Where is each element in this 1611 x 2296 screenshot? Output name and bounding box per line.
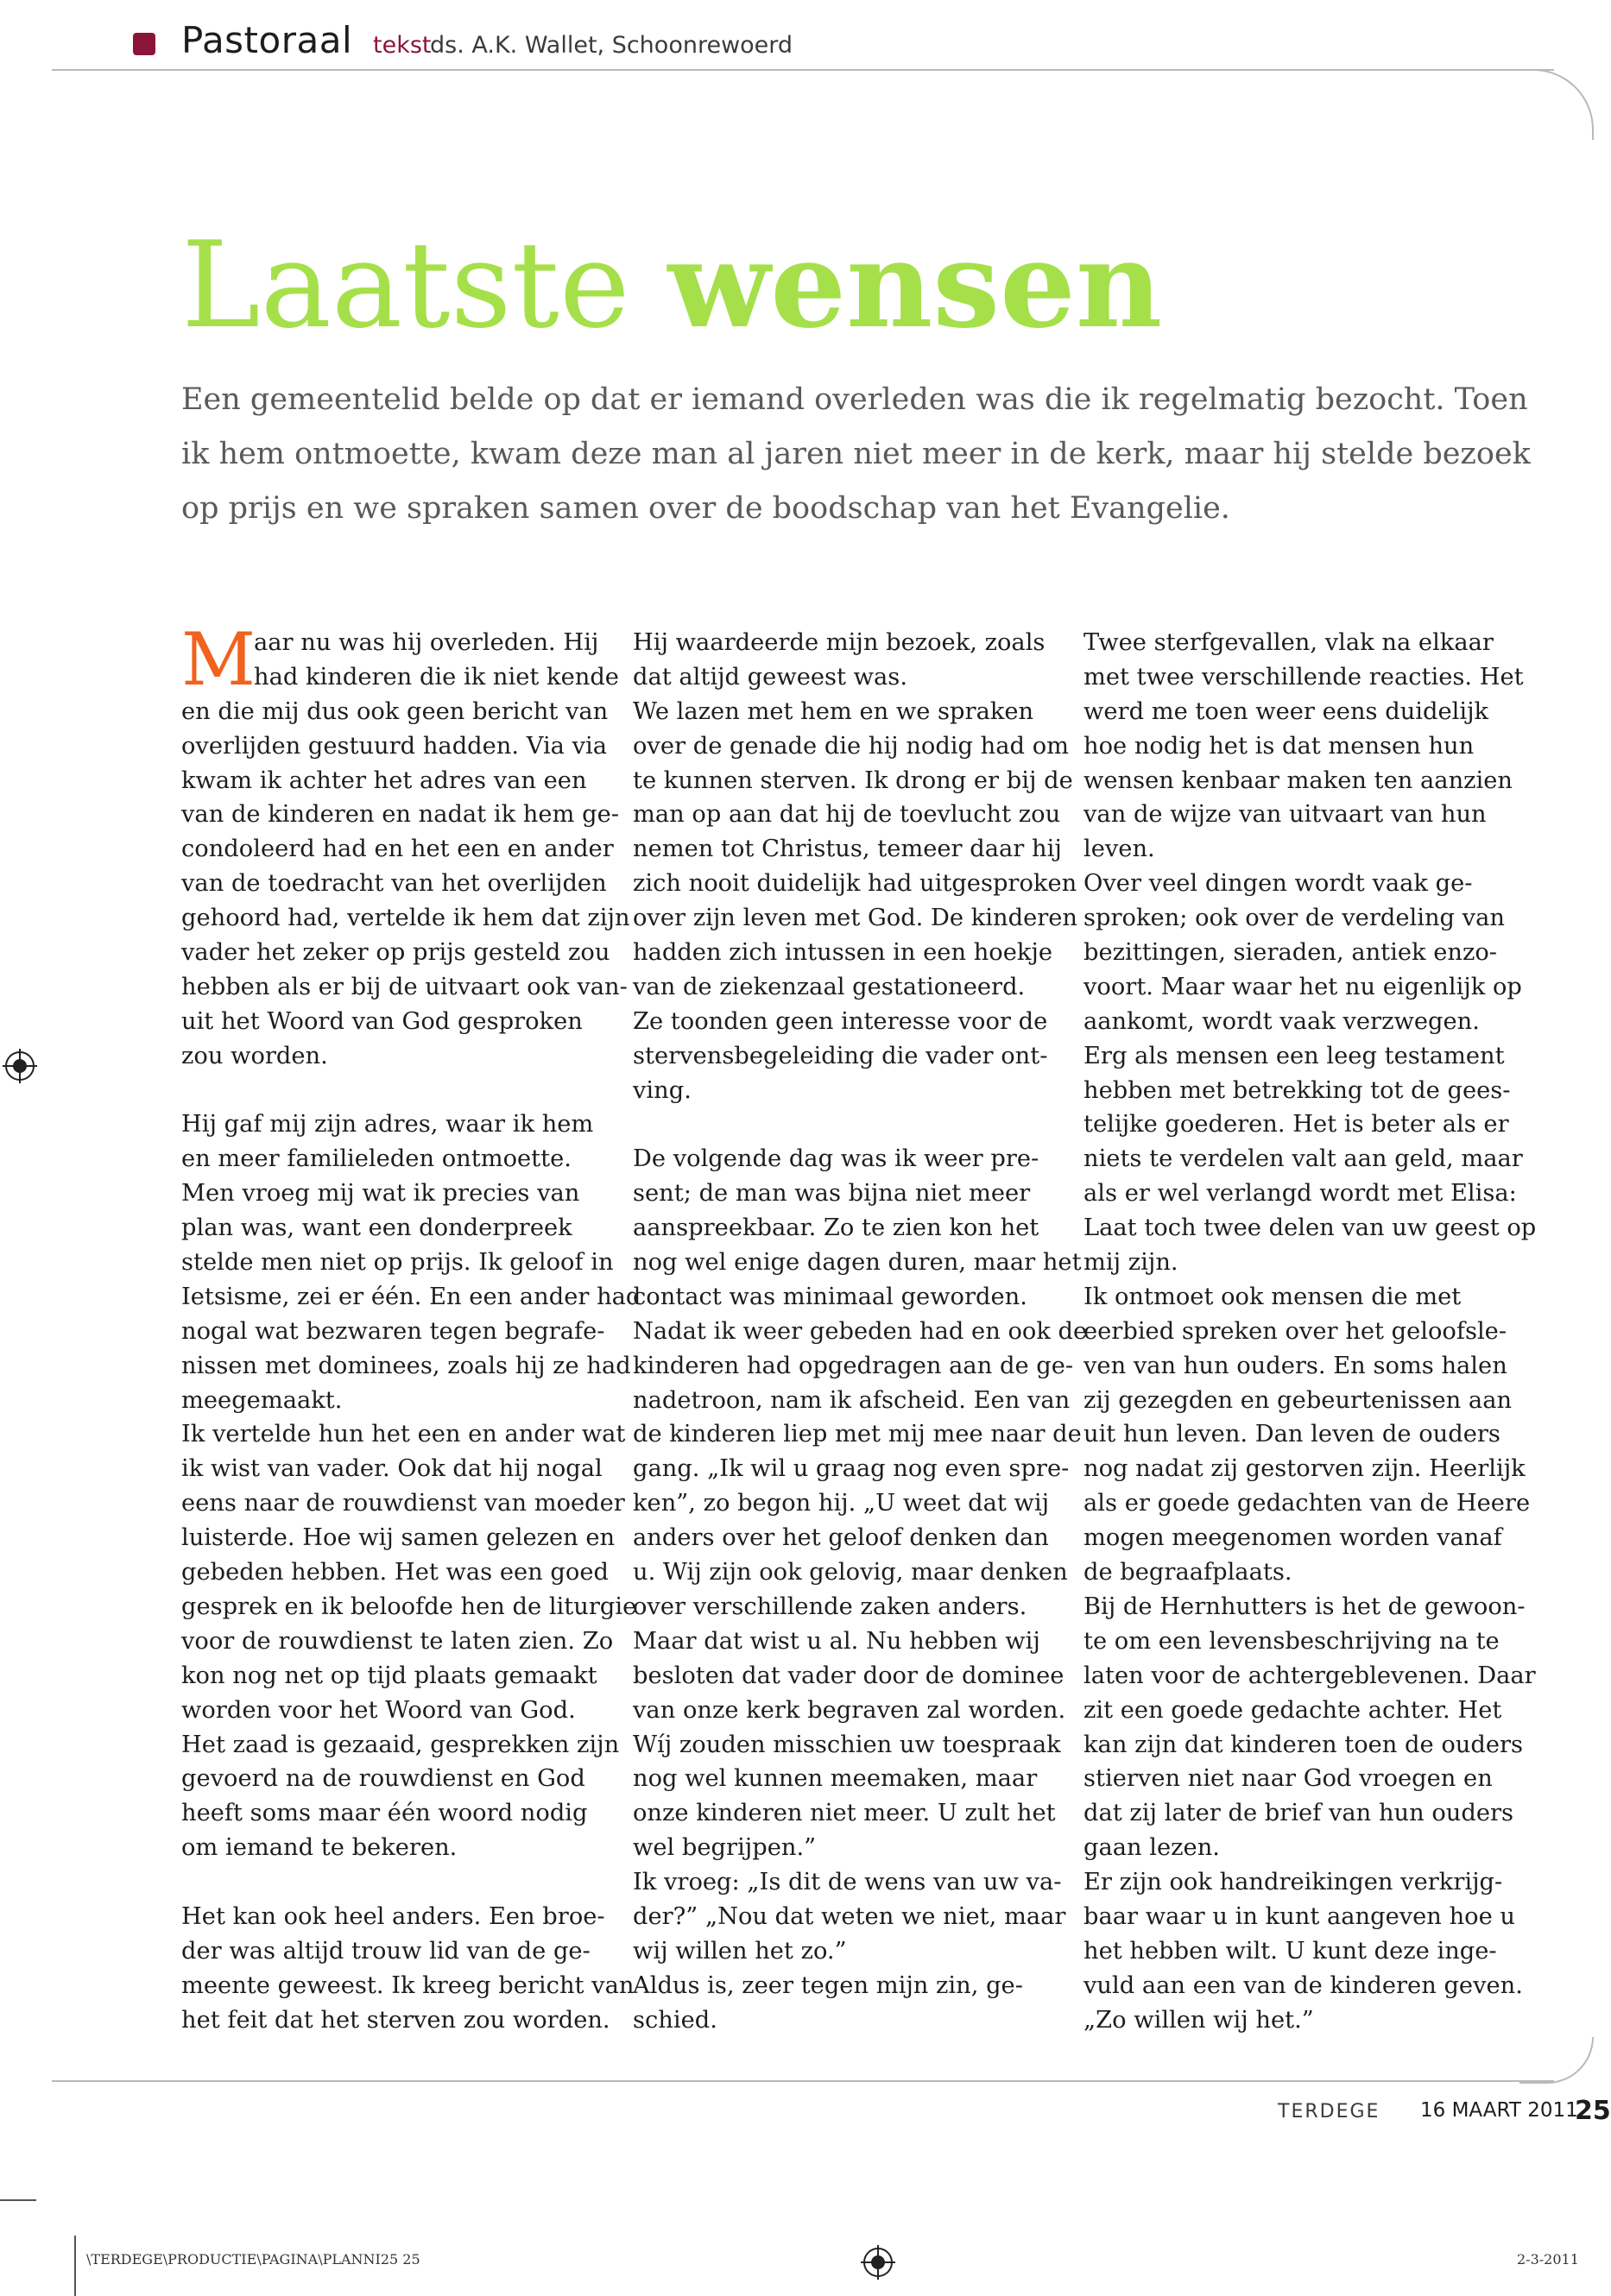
- body-line: aankomt, wordt vaak verzwegen.: [1083, 1007, 1480, 1035]
- body-line: niets te verdelen valt aan geld, maar: [1083, 1145, 1523, 1173]
- body-line: der was altijd trouw lid van de ge-: [181, 1937, 591, 1965]
- body-line: condoleerd had en het een en ander: [181, 836, 614, 863]
- byline-label: tekst: [373, 32, 432, 59]
- body-column-2: [633, 626, 1088, 2038]
- corner-curve: [1519, 69, 1594, 140]
- body-line: gaan lezen.: [1083, 1834, 1220, 1862]
- body-line: der?” „Nou dat weten we niet, maar: [633, 1902, 1066, 1930]
- issue-date: 16 MAART 2011: [1420, 2099, 1578, 2122]
- byline-author: ds. A.K. Wallet, Schoonrewoerd: [430, 32, 793, 59]
- body-line: u. Wij zijn ook gelovig, maar denken: [633, 1559, 1068, 1586]
- intro-line: ik hem ontmoette, kwam deze man al jaren niet meer in de kerk, maar hij stelde bezoek: [181, 437, 1531, 471]
- body-line: man op aan dat hij de toevlucht zou: [633, 801, 1061, 829]
- body-line: van de toedracht van het overlijden: [181, 870, 607, 898]
- body-line: Wíj zouden misschien uw toespraak: [633, 1731, 1061, 1758]
- body-line: zij gezegden en gebeurtenissen aan: [1083, 1386, 1513, 1414]
- body-line: plan was, want een donderpreek: [181, 1214, 572, 1242]
- body-line: van de wijze van uitvaart van hun: [1083, 801, 1487, 829]
- body-line: Ik ontmoet ook mensen die met: [1083, 1283, 1462, 1310]
- intro-line: op prijs en we spraken samen over de boodschap van het Evangelie.: [181, 491, 1230, 526]
- body-line: en meer familieleden ontmoette.: [181, 1145, 572, 1173]
- body-line: voort. Maar waar het nu eigenlijk op: [1083, 973, 1522, 1000]
- body-line: als er goede gedachten van de Heere: [1083, 1490, 1531, 1517]
- body-line: sent; de man was bijna niet meer: [633, 1180, 1031, 1208]
- body-line: Ietsisme, zei er één. En een ander had: [181, 1283, 641, 1310]
- body-line: De volgende dag was ik weer pre-: [633, 1145, 1039, 1173]
- body-line: het feit dat het sterven zou worden.: [181, 2006, 610, 2034]
- body-line: uit het Woord van God gesproken: [181, 1007, 583, 1035]
- body-line: hebben met betrekking tot de gees-: [1083, 1076, 1511, 1104]
- body-line: mogen meegenomen worden vanaf: [1083, 1524, 1502, 1552]
- body-line: Maar dat wist u al. Nu hebben wij: [633, 1627, 1040, 1655]
- body-line: bezittingen, sieraden, antiek enzo-: [1083, 939, 1498, 967]
- body-line: nadetroon, nam ik afscheid. Een van: [633, 1386, 1071, 1414]
- body-line: wensen kenbaar maken ten aanzien: [1083, 766, 1513, 794]
- body-line: te om een levensbeschrijving na te: [1083, 1627, 1500, 1655]
- body-line: eerbied spreken over het geloofsle-: [1083, 1317, 1507, 1345]
- body-line: Nadat ik weer gebeden had en ook de: [633, 1317, 1088, 1345]
- body-line: dat zij later de brief van hun ouders: [1083, 1800, 1514, 1827]
- body-line: had kinderen die ik niet kende: [254, 663, 619, 691]
- body-line: gevoerd na de rouwdienst en God: [181, 1765, 585, 1793]
- intro-line: Een gemeentelid belde op dat er iemand overleden was die ik regelmatig bezocht. Toen: [181, 382, 1528, 417]
- body-line: Erg als mensen een leeg testament: [1083, 1042, 1505, 1069]
- body-line: over zijn leven met God. De kinderen: [633, 905, 1078, 932]
- body-line: gehoord had, vertelde ik hem dat zijn: [181, 905, 630, 932]
- body-line: van onze kerk begraven zal worden.: [633, 1696, 1066, 1724]
- body-line: We lazen met hem en we spraken: [633, 697, 1034, 725]
- body-line: mij zijn.: [1083, 1249, 1178, 1277]
- title-bold: wensen: [667, 214, 1163, 355]
- body-line: stierven niet naar God vroegen en: [1083, 1765, 1493, 1793]
- body-line: Men vroeg mij wat ik precies van: [181, 1180, 580, 1208]
- section-marker-icon: [133, 33, 155, 55]
- body-line: de kinderen liep met mij mee naar de: [633, 1421, 1082, 1448]
- body-line: Laat toch twee delen van uw geest op: [1083, 1214, 1537, 1242]
- body-line: kan zijn dat kinderen toen de ouders: [1083, 1731, 1524, 1758]
- body-line: Hij waardeerde mijn bezoek, zoals: [633, 629, 1046, 656]
- body-line: kwam ik achter het adres van een: [181, 766, 587, 794]
- body-line: leven.: [1083, 836, 1155, 863]
- body-line: kon nog net op tijd plaats gemaakt: [181, 1662, 597, 1689]
- crop-mark: [0, 2199, 36, 2201]
- registration-mark-icon: [5, 1051, 35, 1081]
- body-line: vuld aan een van de kinderen geven.: [1083, 1971, 1523, 1999]
- body-line: stelde men niet op prijs. Ik geloof in: [181, 1249, 614, 1277]
- body-line: ven van hun ouders. En soms halen: [1083, 1352, 1507, 1379]
- body-line: als er wel verlangd wordt met Elisa:: [1083, 1180, 1517, 1208]
- body-line: vader het zeker op prijs gesteld zou: [181, 939, 610, 967]
- body-line: baar waar u in kunt aangeven hoe u: [1083, 1902, 1515, 1930]
- body-line: sproken; ook over de verdeling van: [1083, 905, 1505, 932]
- registration-mark-icon: [863, 2248, 893, 2277]
- body-line: over de genade die hij nodig had om: [633, 732, 1070, 760]
- body-line: om iemand te bekeren.: [181, 1834, 458, 1862]
- body-line: eens naar de rouwdienst van moeder: [181, 1490, 625, 1517]
- print-slug-date: 2-3-2011: [1517, 2251, 1579, 2268]
- paragraph-gap: [181, 1074, 596, 1108]
- body-line: meegemaakt.: [181, 1386, 343, 1414]
- body-line: uit hun leven. Dan leven de ouders: [1083, 1421, 1500, 1448]
- body-column-1: [181, 626, 641, 2038]
- body-line: onze kinderen niet meer. U zult het: [633, 1800, 1056, 1827]
- body-line: nog nadat zij gestorven zijn. Heerlijk: [1083, 1455, 1526, 1483]
- article-title: [181, 207, 1162, 363]
- body-line: van de kinderen en nadat ik hem ge-: [181, 801, 619, 829]
- body-line: gebeden hebben. Het was een goed: [181, 1559, 609, 1586]
- body-line: de begraafplaats.: [1083, 1559, 1292, 1586]
- body-line: Ik vroeg: „Is dit de wens van uw va-: [633, 1869, 1062, 1896]
- body-line: nissen met dominees, zoals hij ze had: [181, 1352, 631, 1379]
- intro-paragraph: [181, 373, 1563, 536]
- body-line: nog wel enige dagen duren, maar het: [633, 1249, 1082, 1277]
- page-number: 25: [1575, 2096, 1611, 2126]
- body-line: aar nu was hij overleden. Hij: [254, 629, 599, 656]
- publication-name: TERDEGE: [1278, 2101, 1380, 2123]
- body-line: ken”, zo begon hij. „U weet dat wij: [633, 1490, 1050, 1517]
- body-line: telijke goederen. Het is beter als er: [1083, 1111, 1509, 1139]
- body-line: ik wist van vader. Ook dat hij nogal: [181, 1455, 603, 1483]
- body-line: besloten dat vader door de dominee: [633, 1662, 1065, 1689]
- body-line: overlijden gestuurd hadden. Via via: [181, 732, 608, 760]
- body-line: luisterde. Hoe wij samen gelezen en: [181, 1524, 616, 1552]
- body-line: hoe nodig het is dat mensen hun: [1083, 732, 1475, 760]
- body-line: ving.: [633, 1076, 692, 1104]
- body-line: Aldus is, zeer tegen mijn zin, ge-: [633, 1971, 1023, 1999]
- body-line: te kunnen sterven. Ik drong er bij de: [633, 766, 1073, 794]
- header-rule: [52, 69, 1554, 71]
- body-line: Twee sterfgevallen, vlak na elkaar: [1083, 629, 1494, 656]
- body-line: worden voor het Woord van God.: [181, 1696, 576, 1724]
- body-line: van de ziekenzaal gestationeerd.: [633, 973, 1026, 1000]
- title-light: Laatste: [181, 216, 630, 355]
- footer-corner-curve: [1519, 2037, 1594, 2084]
- body-line: zich nooit duidelijk had uitgesproken: [633, 870, 1077, 898]
- body-line: over verschillende zaken anders.: [633, 1593, 1027, 1620]
- body-line: Het kan ook heel anders. Een broe-: [181, 1902, 605, 1930]
- crop-mark: [74, 2236, 76, 2296]
- body-line: wij willen het zo.”: [633, 1937, 847, 1965]
- body-line: laten voor de achtergeblevenen. Daar: [1083, 1662, 1536, 1689]
- body-line: aanspreekbaar. Zo te zien kon het: [633, 1214, 1039, 1242]
- body-line: Ze toonden geen interesse voor de: [633, 1007, 1048, 1035]
- body-line: Bij de Hernhutters is het de gewoon-: [1083, 1593, 1526, 1620]
- body-line: hadden zich intussen in een hoekje: [633, 939, 1053, 967]
- body-line: schied.: [633, 2006, 717, 2034]
- body-line: Er zijn ook handreikingen verkrijg-: [1083, 1869, 1503, 1896]
- body-line: Over veel dingen wordt vaak ge-: [1083, 870, 1473, 898]
- print-slug-path: \TERDEGE\PRODUCTIE\PAGINA\PLANNI25 25: [86, 2251, 420, 2268]
- footer-rule: [52, 2080, 1554, 2082]
- body-line: zit een goede gedachte achter. Het: [1083, 1696, 1502, 1724]
- body-line: heeft soms maar één woord nodig: [181, 1800, 588, 1827]
- section-title: Pastoraal: [181, 19, 353, 61]
- body-line: Het zaad is gezaaid, gesprekken zijn: [181, 1731, 620, 1758]
- body-line: stervensbegeleiding die vader ont-: [633, 1042, 1048, 1069]
- paragraph-gap: [181, 1865, 596, 1900]
- body-line: nog wel kunnen meemaken, maar: [633, 1765, 1038, 1793]
- body-line: en die mij dus ook geen bericht van: [181, 697, 609, 725]
- body-line: gesprek en ik beloofde hen de liturgie: [181, 1593, 637, 1620]
- body-line: met twee verschillende reacties. Het: [1083, 663, 1524, 691]
- body-line: „Zo willen wij het.”: [1083, 2006, 1314, 2034]
- body-line: contact was minimaal geworden.: [633, 1283, 1027, 1310]
- body-line: het hebben wilt. U kunt deze inge-: [1083, 1937, 1497, 1965]
- body-line: voor de rouwdienst te laten zien. Zo: [181, 1627, 614, 1655]
- body-line: dat altijd geweest was.: [633, 663, 907, 691]
- body-line: hebben als er bij de uitvaart ook van-: [181, 973, 628, 1000]
- body-line: werd me toen weer eens duidelijk: [1083, 697, 1489, 725]
- body-line: kinderen had opgedragen aan de ge-: [633, 1352, 1074, 1379]
- body-column-3: [1083, 626, 1537, 2038]
- body-line: nogal wat bezwaren tegen begrafe-: [181, 1317, 605, 1345]
- body-line: Ik vertelde hun het een en ander wat: [181, 1421, 626, 1448]
- body-line: wel begrijpen.”: [633, 1834, 817, 1862]
- body-line: nemen tot Christus, temeer daar hij: [633, 836, 1062, 863]
- body-line: meente geweest. Ik kreeg bericht van: [181, 1971, 635, 1999]
- drop-cap: M: [181, 617, 256, 702]
- body-line: zou worden.: [181, 1042, 328, 1069]
- body-line: gang. „Ik wil u graag nog even spre-: [633, 1455, 1070, 1483]
- paragraph-gap: [633, 1107, 1065, 1142]
- body-line: Hij gaf mij zijn adres, waar ik hem: [181, 1111, 594, 1139]
- body-line: anders over het geloof denken dan: [633, 1524, 1049, 1552]
